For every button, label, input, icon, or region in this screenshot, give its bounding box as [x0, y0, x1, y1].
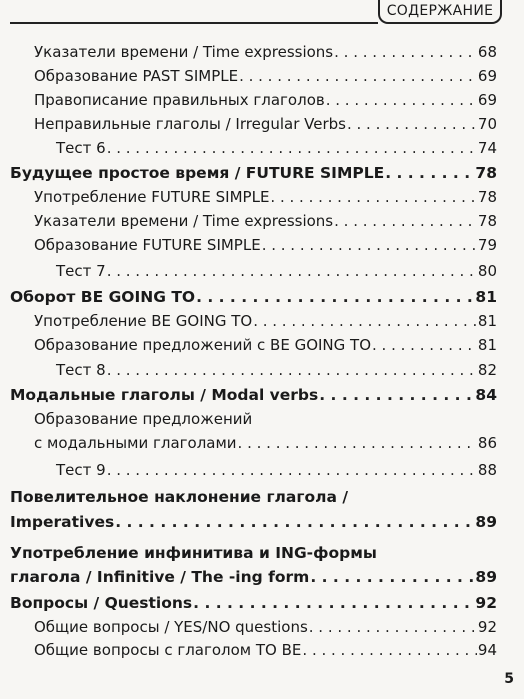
toc-entry-page: 94: [477, 641, 497, 659]
toc-entry-title: Указатели времени / Time expressions: [34, 212, 334, 230]
toc-entry-title: Образование предложений: [34, 410, 253, 428]
toc-entry-page: 80: [477, 262, 497, 280]
toc-leader-dots: [302, 640, 477, 660]
toc-entry-page: 70: [477, 115, 497, 133]
toc-entry-page: 79: [477, 236, 497, 254]
toc-entry[interactable]: [0, 431, 524, 453]
toc-entry-page: 92: [477, 618, 497, 636]
toc-entry[interactable]: [0, 615, 524, 637]
toc-leader-dots: [239, 66, 477, 86]
toc-entry-title: Тест 9: [56, 461, 106, 479]
toc-leader-dots: [326, 90, 477, 110]
toc-entry-continued[interactable]: [0, 407, 524, 429]
toc-chapter-continued[interactable]: [0, 541, 524, 563]
toc-leader-dots: [193, 593, 474, 613]
toc-chapter[interactable]: [0, 161, 524, 183]
toc-entry-title: Тест 8: [56, 361, 106, 379]
toc-entry[interactable]: [0, 309, 524, 331]
toc-entry-page: 84: [475, 386, 497, 404]
toc-leader-dots: [253, 311, 477, 331]
toc-chapter-title: Будущее простое время / FUTURE SIMPLE: [10, 164, 385, 182]
toc-entry-title: Неправильные глаголы / Irregular Verbs: [34, 115, 346, 133]
toc-entry-page: 81: [475, 288, 497, 306]
toc-entry-test[interactable]: [0, 259, 524, 281]
toc-entry-title: с модальными глаголами: [34, 434, 237, 452]
toc-entry-test[interactable]: [0, 458, 524, 480]
toc-entry-page: 81: [477, 312, 497, 330]
toc-entry[interactable]: [0, 209, 524, 231]
toc-leader-dots: [115, 512, 474, 532]
toc-entry-title: Тест 7: [56, 262, 106, 280]
toc-leader-dots: [347, 114, 477, 134]
toc-entry-title: Употребление BE GOING TO: [34, 312, 253, 330]
toc-chapter[interactable]: [0, 591, 524, 613]
header-rule: [10, 22, 378, 24]
toc-entry-title: Тест 6: [56, 139, 106, 157]
toc-entry-title: Образование предложений с BE GOING TO: [34, 336, 372, 354]
toc-chapter-title: Модальные глаголы / Modal verbs: [10, 386, 319, 404]
running-header: [0, 0, 524, 28]
toc-entry[interactable]: [0, 64, 524, 86]
toc-leader-dots: [107, 261, 477, 281]
toc-chapter-continued[interactable]: [0, 485, 524, 507]
toc-leader-dots: [238, 433, 477, 453]
toc-chapter-title: глагола / Infinitive / The -ing form: [10, 568, 310, 586]
toc-entry-page: 69: [477, 67, 497, 85]
toc-entry-page: 88: [477, 461, 497, 479]
toc-entry-page: 92: [475, 594, 497, 612]
toc-entry-title: Правописание правильных глаголов: [34, 91, 325, 109]
toc-entry-title: Общие вопросы с глаголом TO BE: [34, 641, 302, 659]
toc-leader-dots: [270, 187, 476, 207]
toc-entry-page: 78: [477, 188, 497, 206]
toc-entry-page: 81: [477, 336, 497, 354]
toc-entry-test[interactable]: [0, 358, 524, 380]
toc-leader-dots: [262, 235, 477, 255]
toc-chapter-title: Употребление инфинитива и ING-формы: [10, 544, 377, 562]
toc-entry-page: 82: [477, 361, 497, 379]
toc-entry-title: Указатели времени / Time expressions: [34, 43, 334, 61]
toc-entry-page: 68: [477, 43, 497, 61]
toc-entry[interactable]: [0, 638, 524, 660]
toc-entry[interactable]: [0, 233, 524, 255]
page-number: 5: [504, 671, 514, 687]
toc-chapter[interactable]: [0, 285, 524, 307]
toc-entry-page: 86: [477, 434, 497, 452]
toc-chapter-title: Imperatives: [10, 513, 115, 531]
toc-leader-dots: [107, 460, 477, 480]
toc-entry-title: Образование FUTURE SIMPLE: [34, 236, 261, 254]
toc-entry[interactable]: [0, 333, 524, 355]
section-title-tab: СОДЕРЖАНИЕ: [378, 0, 502, 24]
toc-leader-dots: [309, 617, 477, 637]
toc-entry-title: Общие вопросы / YES/NO questions: [34, 618, 308, 636]
toc-entry-page: 78: [477, 212, 497, 230]
toc-entry-page: 89: [475, 513, 497, 531]
toc-entry-title: Образование PAST SIMPLE: [34, 67, 239, 85]
toc-leader-dots: [334, 42, 477, 62]
toc-leader-dots: [310, 567, 474, 587]
toc-chapter[interactable]: [0, 383, 524, 405]
toc-entry[interactable]: [0, 88, 524, 110]
toc-entry[interactable]: [0, 185, 524, 207]
toc-entry-page: 74: [477, 139, 497, 157]
toc-leader-dots: [334, 211, 477, 231]
toc-leader-dots: [319, 385, 474, 405]
toc-leader-dots: [372, 335, 477, 355]
toc-leader-dots: [107, 138, 477, 158]
toc-entry[interactable]: [0, 40, 524, 62]
toc-chapter[interactable]: [0, 565, 524, 587]
toc-chapter-title: Повелительное наклонение глагола /: [10, 488, 348, 506]
toc-chapter-title: Оборот BE GOING TO: [10, 288, 196, 306]
toc-chapter[interactable]: [0, 510, 524, 532]
toc-leader-dots: [385, 163, 474, 183]
toc-entry-page: 78: [475, 164, 497, 182]
toc-entry[interactable]: [0, 112, 524, 134]
toc-leader-dots: [107, 360, 477, 380]
toc-entry-page: 69: [477, 91, 497, 109]
toc-leader-dots: [196, 287, 474, 307]
toc-entry-title: Употребление FUTURE SIMPLE: [34, 188, 270, 206]
toc-chapter-title: Вопросы / Questions: [10, 594, 193, 612]
toc-entry-test[interactable]: [0, 136, 524, 158]
toc-entry-page: 89: [475, 568, 497, 586]
